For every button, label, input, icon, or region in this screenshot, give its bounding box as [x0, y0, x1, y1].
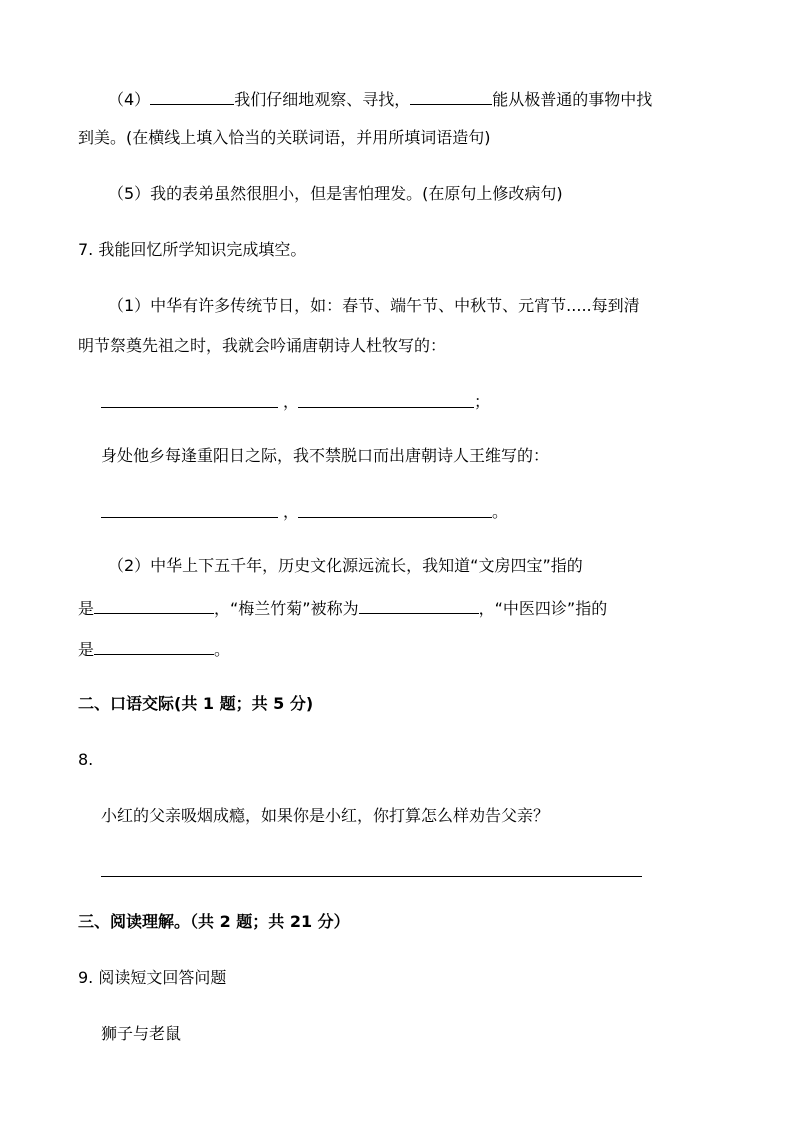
q7-part1-line2: 明节祭奠先祖之时，我就会吟诵唐朝诗人杜牧写的： — [78, 336, 447, 355]
q7-part2-line2-a: 是 — [78, 599, 95, 618]
q7-part2-line3-period: 。 — [214, 640, 231, 659]
q6-4-line1 — [108, 88, 652, 110]
q7-wangwei-comma: ， — [283, 502, 300, 521]
q7-dumu-blank-2[interactable] — [298, 407, 474, 408]
q7-meilan-blank[interactable] — [359, 597, 479, 614]
q7-wangwei-blank-2[interactable] — [298, 517, 492, 518]
q7-part1-line3: 身处他乡每逢重阳日之际，我不禁脱口而出唐朝诗人王维写的： — [101, 446, 550, 465]
q9-passage-title: 狮子与老鼠 — [101, 1024, 182, 1043]
q6-4-blank-2[interactable] — [410, 88, 492, 105]
q7-dumu-semicolon: ； — [474, 392, 491, 411]
q7-part2-line2-b: ，“梅兰竹菊”被称为 — [214, 599, 359, 618]
section-3-title: 三、阅读理解。（共 2 题；共 21 分） — [78, 912, 350, 931]
q7-part2-line2-c: ，“中医四诊”指的 — [478, 599, 608, 618]
q7-dumu-comma: ， — [283, 392, 300, 411]
q7-part2-line2 — [78, 597, 607, 619]
q7-wenfang-blank[interactable] — [94, 597, 214, 614]
q8-answer-line[interactable] — [101, 876, 642, 877]
q6-5-text: （5）我的表弟虽然很胆小，但是害怕理发。(在原句上修改病句) — [108, 184, 563, 203]
q7-dumu-blank-1[interactable] — [101, 407, 278, 408]
q7-stem: 7. 我能回忆所学知识完成填空。 — [78, 240, 307, 259]
q6-4-mid-text: 我们仔细地观察、寻找， — [234, 90, 411, 109]
q6-4-blank-1[interactable] — [150, 88, 234, 105]
q7-zhenfa-blank[interactable] — [94, 638, 214, 655]
q7-wangwei-blank-1[interactable] — [101, 517, 278, 518]
q6-4-line2: 到美。(在横线上填入恰当的关联词语，并用所填词语造句) — [78, 128, 491, 147]
q8-text: 小红的父亲吸烟成瘾，如果你是小红，你打算怎么样劝告父亲？ — [101, 806, 550, 825]
q8-number: 8. — [78, 750, 94, 769]
q7-part2-line3-a: 是 — [78, 640, 95, 659]
q6-4-tail-text: 能从极普通的事物中找 — [492, 90, 653, 109]
q7-part1-line1: （1）中华有许多传统节日，如：春节、端午节、中秋节、元宵节.....每到清 — [108, 296, 640, 315]
q7-part2-line1: （2）中华上下五千年，历史文化源远流长，我知道“文房四宝”指的 — [108, 556, 583, 575]
section-2-title: 二、口语交际(共 1 题；共 5 分) — [78, 694, 314, 713]
q7-part2-line3 — [78, 638, 230, 660]
q7-wangwei-period: 。 — [492, 502, 509, 521]
q6-4-number: （4） — [108, 90, 151, 109]
q9-stem: 9. 阅读短文回答问题 — [78, 968, 227, 987]
